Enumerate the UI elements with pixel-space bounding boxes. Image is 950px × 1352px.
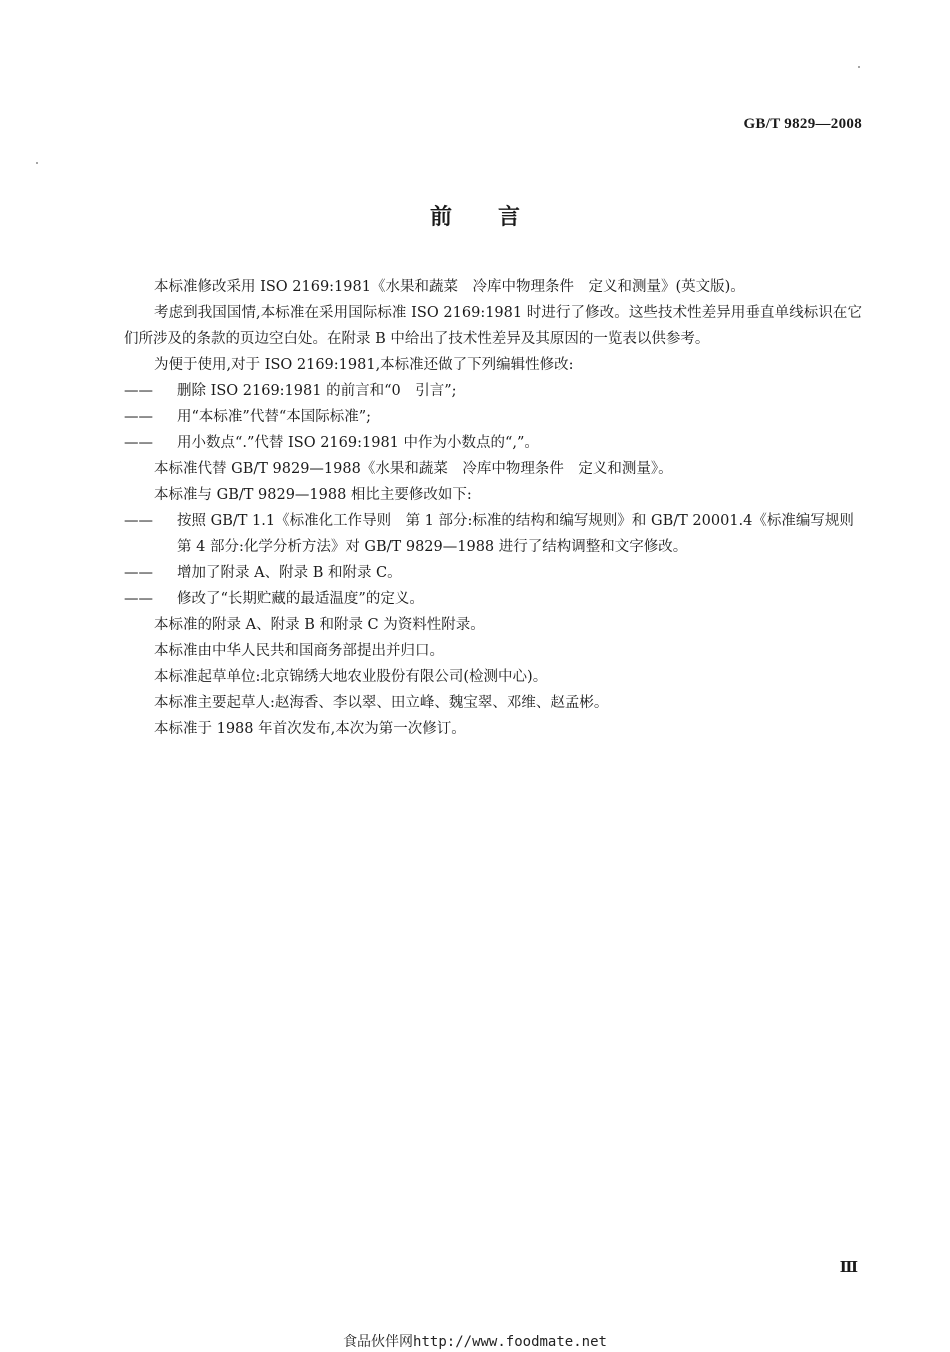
list-item-text: 按照 GB/T 1.1《标准化工作导则 第 1 部分:标准的结构和编写规则》和 GB/T 20001.4《标准编写规则 第 4 部分:化学分析方法》对 GB/T 9829—1988 进行了结构调整和文字修改。 — [177, 513, 869, 555]
list-item — [124, 404, 862, 430]
paragraph: 本标准由中华人民共和国商务部提出并归口。 — [154, 643, 444, 659]
paragraph: 考虑到我国国情,本标准在采用国际标准 ISO 2169:1981 时进行了修改。这些技术性差异用垂直单线标识在它们所涉及的条款的页边空白处。在附录 B 中给出了技术性差异及其原因的一览表以供参考。 — [124, 305, 862, 347]
scan-speck — [858, 66, 860, 68]
list-item-text: 修改了“长期贮藏的最适温度”的定义。 — [177, 591, 424, 607]
list-item-text: 用“本标准”代替“本国际标准”; — [177, 409, 372, 425]
list-item-text: 删除 ISO 2169:1981 的前言和“0 引言”; — [177, 383, 457, 399]
standard-code: GB/T 9829—2008 — [743, 116, 862, 132]
footer-watermark: 食品伙伴网http://www.foodmate.net — [343, 1334, 607, 1350]
list-item — [124, 586, 862, 612]
list-item-text: 用小数点“.”代替 ISO 2169:1981 中作为小数点的“,”。 — [177, 435, 539, 451]
paragraph: 本标准代替 GB/T 9829—1988《水果和蔬菜 冷库中物理条件 定义和测量》。 — [154, 461, 673, 477]
dash-mark: —— — [124, 591, 153, 607]
list-item — [124, 560, 862, 586]
paragraph: 本标准的附录 A、附录 B 和附录 C 为资料性附录。 — [154, 617, 485, 633]
list-item — [124, 508, 869, 560]
paragraph: 本标准于 1988 年首次发布,本次为第一次修订。 — [154, 721, 466, 737]
paragraph: 本标准与 GB/T 9829—1988 相比主要修改如下: — [154, 487, 472, 503]
dash-mark: —— — [124, 383, 153, 399]
scan-speck — [36, 162, 38, 164]
list-item — [124, 430, 862, 456]
dash-mark: —— — [124, 565, 153, 581]
dash-mark: —— — [124, 409, 153, 425]
paragraph: 本标准主要起草人:赵海香、李以翠、田立峰、魏宝翠、邓维、赵孟彬。 — [154, 695, 609, 711]
page-number: Ⅲ — [839, 1260, 858, 1276]
paragraph: 本标准起草单位:北京锦绣大地农业股份有限公司(检测中心)。 — [154, 669, 548, 685]
list-item-text: 增加了附录 A、附录 B 和附录 C。 — [177, 565, 402, 581]
paragraph: 为便于使用,对于 ISO 2169:1981,本标准还做了下列编辑性修改: — [154, 357, 574, 373]
foreword-body — [124, 274, 869, 742]
dash-mark: —— — [124, 513, 153, 529]
paragraph: 本标准修改采用 ISO 2169:1981《水果和蔬菜 冷库中物理条件 定义和测量》(英文版)。 — [154, 279, 745, 295]
page-title: 前言 — [429, 205, 566, 230]
dash-mark: —— — [124, 435, 153, 451]
list-item — [124, 378, 862, 404]
